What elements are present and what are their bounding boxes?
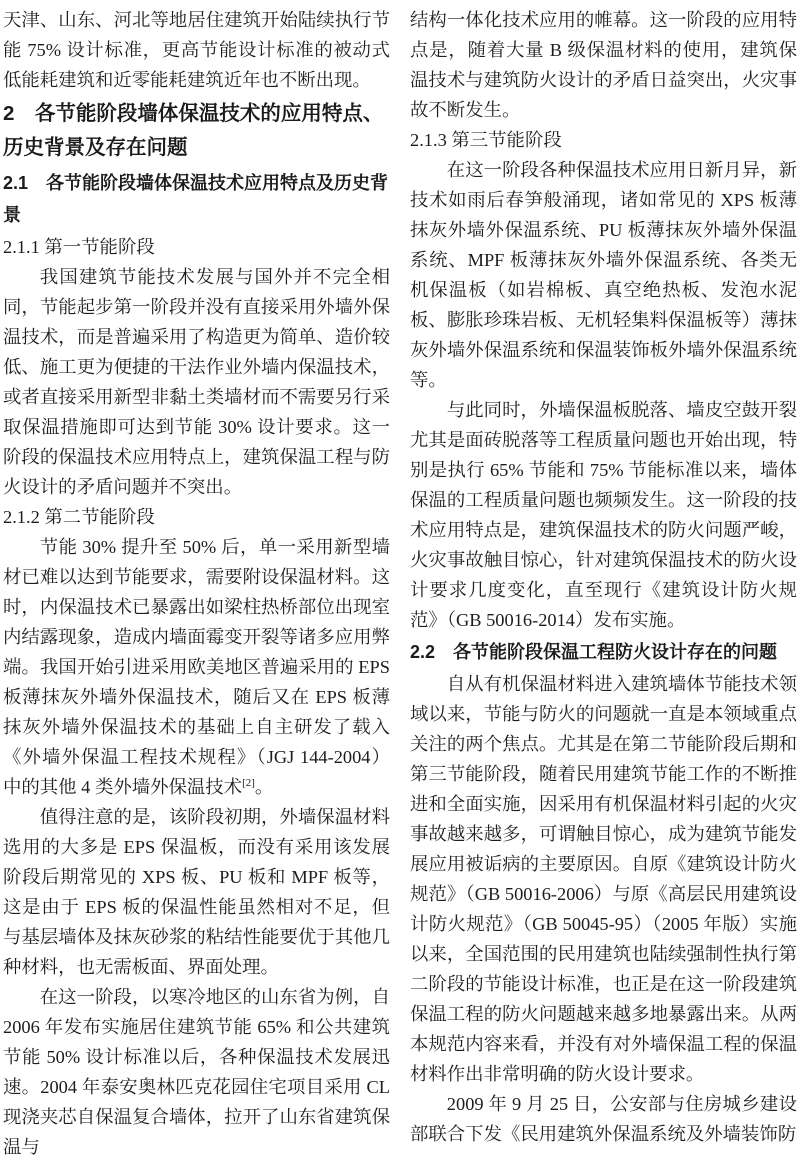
subsubsection-heading-2-1-3: 2.1.3 第三节能阶段 bbox=[410, 130, 562, 150]
subsubsection-heading-2-1-1: 2.1.1 第一节能阶段 bbox=[3, 237, 155, 257]
body-paragraph: 与此同时，外墙保温板脱落、墙皮空鼓开裂尤其是面砖脱落等工程质量问题也开始出现，特别是执行 65% 节能和 75% 节能标准以来，墙体保温的工程质量问题也频频发生。这一阶段的技术应用特点是，建筑保温技术的防火问题严峻，火灾事故触目惊心，针对建筑保温技术的防火设计要求几度变化，直至现行《建筑设计防火规范》（GB 50016-2014）发布实施。 bbox=[410, 400, 797, 630]
body-paragraph bbox=[3, 532, 390, 802]
body-paragraph: 值得注意的是，该阶段初期，外墙保温材料选用的大多是 EPS 保温板，而没有采用该发展阶段后期常见的 XPS 板、PU 板和 MPF 板等，这是由于 EPS 板的保温性能虽然相对不足，但与基层墙体及抹灰砂浆的粘结性能要优于其他几种材料，也无需板面、界面处理。 bbox=[3, 807, 390, 977]
subsubsection-heading-2-1-2: 2.1.2 第二节能阶段 bbox=[3, 507, 155, 527]
body-paragraph: 在这一阶段各种保温技术应用日新月异，新技术如雨后春笋般涌现，诸如常见的 XPS 板薄抹灰外墙外保温系统、PU 板薄抹灰外墙外保温系统、MPF 板薄抹灰外墙外保温系统、各类无机保温板（如岩棉板、真空绝热板、发泡水泥板、膨胀珍珠岩板、无机轻集料保温板等）薄抹灰外墙外保温系统和保温装饰板外墙外保温系统等。 bbox=[410, 160, 797, 390]
subsection-heading-2-1: 2.1 各节能阶段墙体保温技术应用特点及历史背景 bbox=[3, 173, 389, 225]
body-paragraph: 在这一阶段，以寒冷地区的山东省为例，自 2006 年发布实施居住建筑节能 65% 和公共建筑节能 50% 设计标准以后，各种保温技术发展迅速。2004 年泰安奥林匹克花园住宅项目采用 CL 现浇夹芯自保温复合墙体，拉开了山东省建筑保温与 bbox=[3, 987, 390, 1157]
left-column bbox=[3, 5, 390, 1157]
body-paragraph: 2009 年 9 月 25 日，公安部与住房城乡建设部联合下发《民用建筑外保温系统及外墙装饰防 bbox=[410, 1094, 797, 1144]
body-paragraph: 自从有机保温材料进入建筑墙体节能技术领域以来，节能与防火的问题就一直是本领域重点关注的两个焦点。尤其是在第二节能阶段后期和第三节能阶段，随着民用建筑节能工作的不断推进和全面实施，因采用有机保温材料引起的火灾事故越来越多，可谓触目惊心，成为建筑节能发展应用被诟病的主要原因。自原《建筑设计防火规范》（GB 50016-2006）与原《高层民用建筑设计防火规范》（GB 50045-95）（2005 年版）实施以来，全国范围的民用建筑也陆续强制性执行第二阶段的节能设计标准，也正是在这一阶段建筑保温工程的防火问题越来越多地暴露出来。从两本规范内容来看，并没有对外墙保温工程的保温材料作出非常明确的防火设计要求。 bbox=[410, 674, 797, 1084]
paragraph-text: 。 bbox=[254, 777, 274, 797]
right-column bbox=[410, 5, 797, 1144]
paragraph-text: 节能 30% 提升至 50% 后，单一采用新型墙材已难以达到节能要求，需要附设保温材料。这时，内保温技术已暴露出如梁柱热桥部位出现室内结露现象，造成内墙面霉变开裂等诸多应用弊端。我国开始引进采用欧美地区普遍采用的 EPS 板薄抹灰外墙外保温技术，随后又在 EPS 板薄抹灰外墙外保温技术的基础上自主研发了载入《外墙外保温工程技术规程》（JGJ 144-2004）中的其他 4 类外墙外保温技术 bbox=[3, 537, 390, 797]
subsection-heading-2-2: 2.2 各节能阶段保温工程防火设计存在的问题 bbox=[410, 642, 778, 662]
body-paragraph: 我国建筑节能技术发展与国外并不完全相同，节能起步第一阶段并没有直接采用外墙外保温技术，而是普遍采用了构造更为简单、造价较低、施工更为便捷的干法作业外墙内保温技术，或者直接采用新型非黏土类墙材而不需要另行采取保温措施即可达到节能 30% 设计要求。这一阶段的保温技术应用特点上，建筑保温工程与防火设计的矛盾问题并不突出。 bbox=[3, 267, 390, 497]
citation-superscript: [2] bbox=[242, 776, 255, 789]
section-heading-2: 2 各节能阶段墙体保温技术的应用特点、历史背景及存在问题 bbox=[3, 102, 384, 159]
paragraph-continued: 天津、山东、河北等地居住建筑开始陆续执行节能 75% 设计标准，更高节能设计标准的被动式低能耗建筑和近零能耗建筑近年也不断出现。 bbox=[3, 10, 390, 90]
paragraph-continued: 结构一体化技术应用的帷幕。这一阶段的应用特点是，随着大量 B 级保温材料的使用，建筑保温技术与建筑防火设计的矛盾日益突出，火灾事故不断发生。 bbox=[410, 10, 797, 120]
